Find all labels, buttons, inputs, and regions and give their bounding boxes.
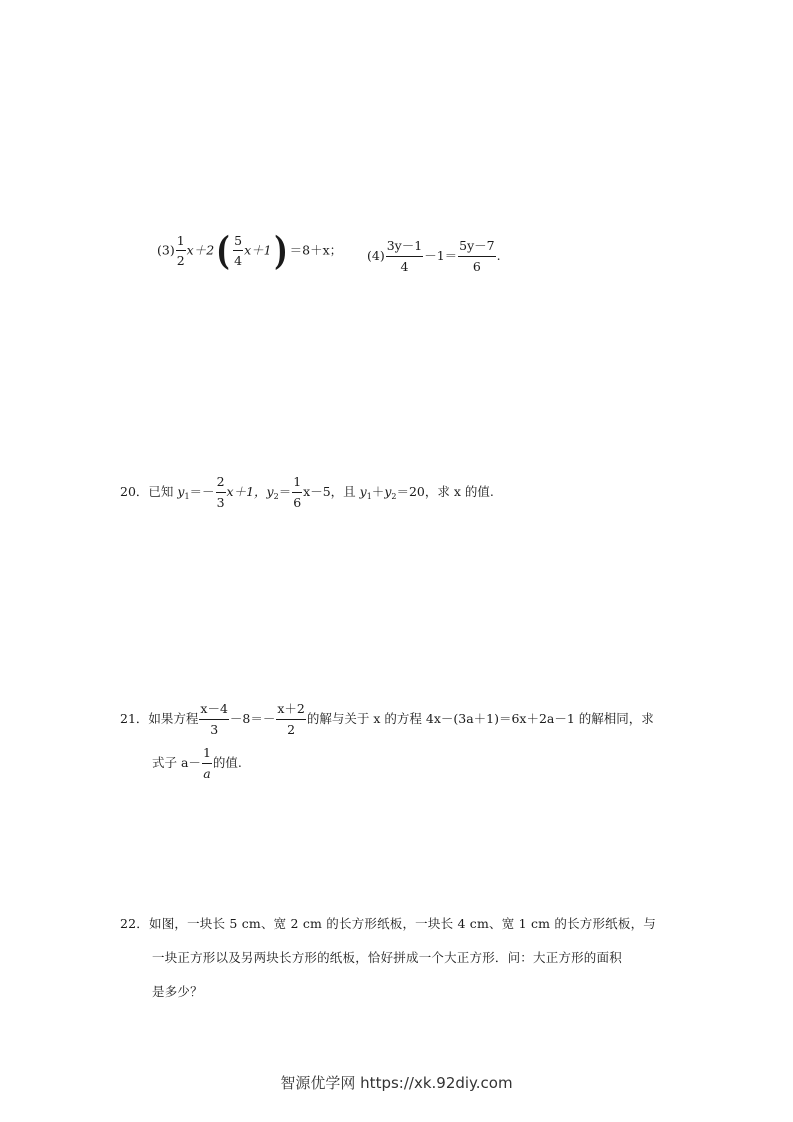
- problem-21-line-2: 式子 a－ $\frac{1}{a}$ 的值.: [152, 745, 242, 781]
- problem-20: 20．已知 $y_1=-$ $\frac{2}{3}$ x＋1，$y_2=$ $\frac{1}{6}$ x－5，且 $y_1+y_2=20$，求 x 的值.: [120, 474, 494, 510]
- problem-22-line-1: 22．如图，一块长 5 cm、宽 2 cm 的长方形纸板，一块长 4 cm、宽 1 cm 的长方形纸板，与: [120, 916, 656, 931]
- fraction-one-half: $\frac{1}{2}$: [176, 232, 185, 268]
- fraction-one-sixth: $\frac{1}{6}$: [293, 474, 302, 510]
- problem-19-part-3: [157, 228, 343, 273]
- problem-22-line-2: 一块正方形以及另两块长方形的纸板，恰好拼成一个大正方形．问：大正方形的面积: [152, 950, 622, 965]
- fraction-3y-minus-1: $\frac{3y-1}{4}$: [386, 238, 423, 274]
- fraction-x-minus-4: $\frac{x-4}{3}$: [200, 701, 228, 737]
- question-prefix: 20．已知: [120, 484, 178, 499]
- part-label: (3): [157, 242, 175, 258]
- fraction-one-over-a: $\frac{1}{a}$: [202, 745, 211, 781]
- expr-text: ＝8＋x；: [289, 242, 343, 258]
- expr-text: x＋1: [244, 242, 272, 258]
- fraction-two-thirds: $\frac{2}{3}$: [216, 474, 225, 510]
- problem-22-line-3: 是多少？: [152, 984, 203, 999]
- problem-19-part-4: [367, 240, 501, 273]
- expr-text: .: [496, 248, 501, 263]
- problem-21-line-1: 21．如果方程 $\frac{x-4}{3}$ －8＝－ $\frac{x+2}{2}$ 的解与关于 x 的方程 4x－(3a＋1)＝6x＋2a－1 的解相同，求: [120, 701, 654, 737]
- question-prefix: 21．如果方程: [120, 711, 199, 726]
- fraction-five-fourths: $\frac{5}{4}$: [234, 232, 243, 268]
- fraction-5y-minus-7: $\frac{5y-7}{6}$: [459, 238, 495, 274]
- expr-text: －1＝: [424, 248, 458, 263]
- part-label: (4): [367, 248, 385, 263]
- expr-text: x＋2: [186, 242, 215, 258]
- problem-22: [120, 907, 680, 1009]
- fraction-x-plus-2: $\frac{x+2}{2}$: [277, 701, 305, 737]
- right-paren: ): [273, 228, 288, 273]
- footer-watermark: 智源优学网 https://xk.92diy.com: [280, 1074, 513, 1092]
- left-paren: (: [216, 228, 230, 273]
